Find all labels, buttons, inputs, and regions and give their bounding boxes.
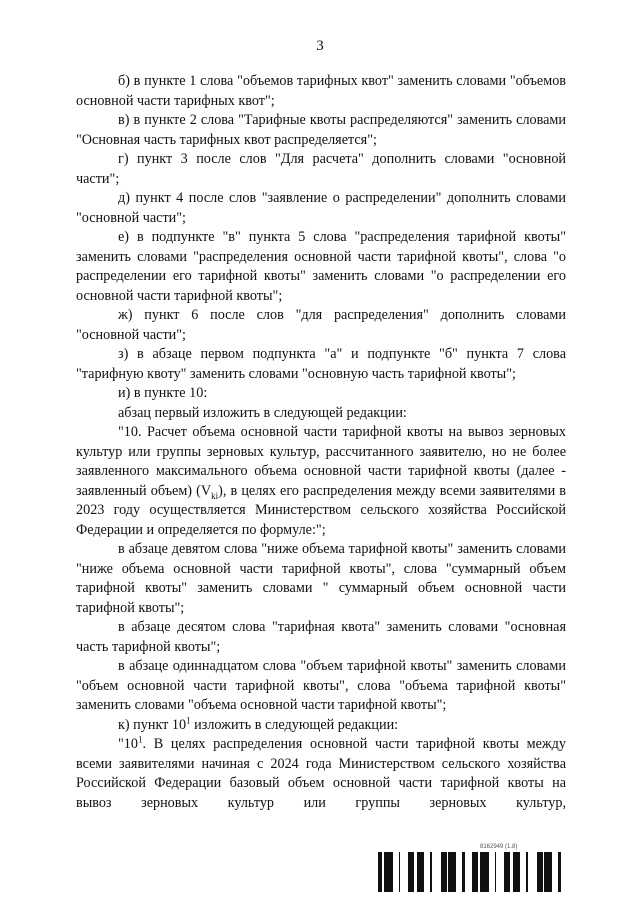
paragraph-abzac-11: в абзаце одиннадцатом слова "объем тарифной квоты" заменить словами "объем основной части тарифной квоты", слова "объема тарифной квоты" заменить словами "объема основной части тарифной квоты"; — [76, 658, 566, 713]
paragraph-clause-10-1: "$10^1$. В целях распределения основной части тарифной квоты между всеми заявителями начиная с 2024 года Министерством сельского хозяйства Российской Федерации базовый объем основной части тарифной квоты на вывоз зерновых культур или группы зерновых культур, — [76, 734, 566, 811]
paragraph-z: з) в абзаце первом подпункта "а" и подпункте "б" пункта 7 слова "тарифную квоту" заменить словами "основную часть тарифной квоты"; — [76, 346, 566, 382]
document-code: 8162949 (1.8) — [480, 844, 518, 850]
paragraph-k: к) пункт $10^1$ изложить в следующей редакции: — [118, 714, 399, 733]
page-number: 3 — [316, 38, 324, 54]
paragraph-clause-10: "10. Расчет объема основной части тарифной квоты на вывоз зерновых культур или группы зерновых культур, рассчитанного заявителю, но не более заявленного максимального объема основной части тарифной квоты (далее - заявленный объем) $(V_{ki})$, в целях его распределения между всеми заявителями в 2023 году осуществляется Министерством сельского хозяйства Российской Федерации и определяется по формуле:"; — [76, 424, 567, 538]
paragraph-e: е) в подпункте "в" пункта 5 слова "распределения тарифной квоты" заменить словами "распределения основной части тарифной квоты", слова "о распределении его тарифной квоты" заменить словами "о распределении его основной части тарифной квоты"; — [76, 229, 566, 304]
paragraph-abzac-10: в абзаце десятом слова "тарифная квота" заменить словами "основная часть тарифной квоты"; — [76, 619, 566, 655]
subscript-ki: ki — [211, 490, 219, 501]
paragraph-first-abzac: абзац первый изложить в следующей редакции: — [118, 404, 407, 421]
paragraph-d: д) пункт 4 после слов "заявление о распределении" дополнить словами "основной части"; — [76, 190, 566, 226]
paragraph-b: б) в пункте 1 слова "объемов тарифных квот" заменить словами "объемов основной части тарифных квот"; — [76, 73, 566, 109]
paragraph-g: г) пункт 3 после слов "Для расчета" дополнить словами "основной части"; — [76, 151, 566, 187]
paragraph-abzac-9: в абзаце девятом слова "ниже объема тарифной квоты" заменить словами "ниже объема основной части тарифной квоты", слова "суммарный объем тарифной квоты" заменить словами " суммарный объем основной части тарифной квоты"; — [76, 541, 566, 616]
barcode-icon — [378, 852, 570, 892]
superscript-1: 1 — [137, 734, 143, 745]
paragraph-v: в) в пункте 2 слова "Тарифные квоты распределяются" заменить словами "Основная часть тарифных квот распределяется"; — [76, 112, 566, 148]
paragraph-i: и) в пункте 10: — [118, 385, 208, 401]
document-body — [76, 72, 566, 813]
paragraph-zh: ж) пункт 6 после слов "для распределения" дополнить словами "основной части"; — [76, 307, 566, 343]
superscript-1: 1 — [186, 714, 191, 725]
